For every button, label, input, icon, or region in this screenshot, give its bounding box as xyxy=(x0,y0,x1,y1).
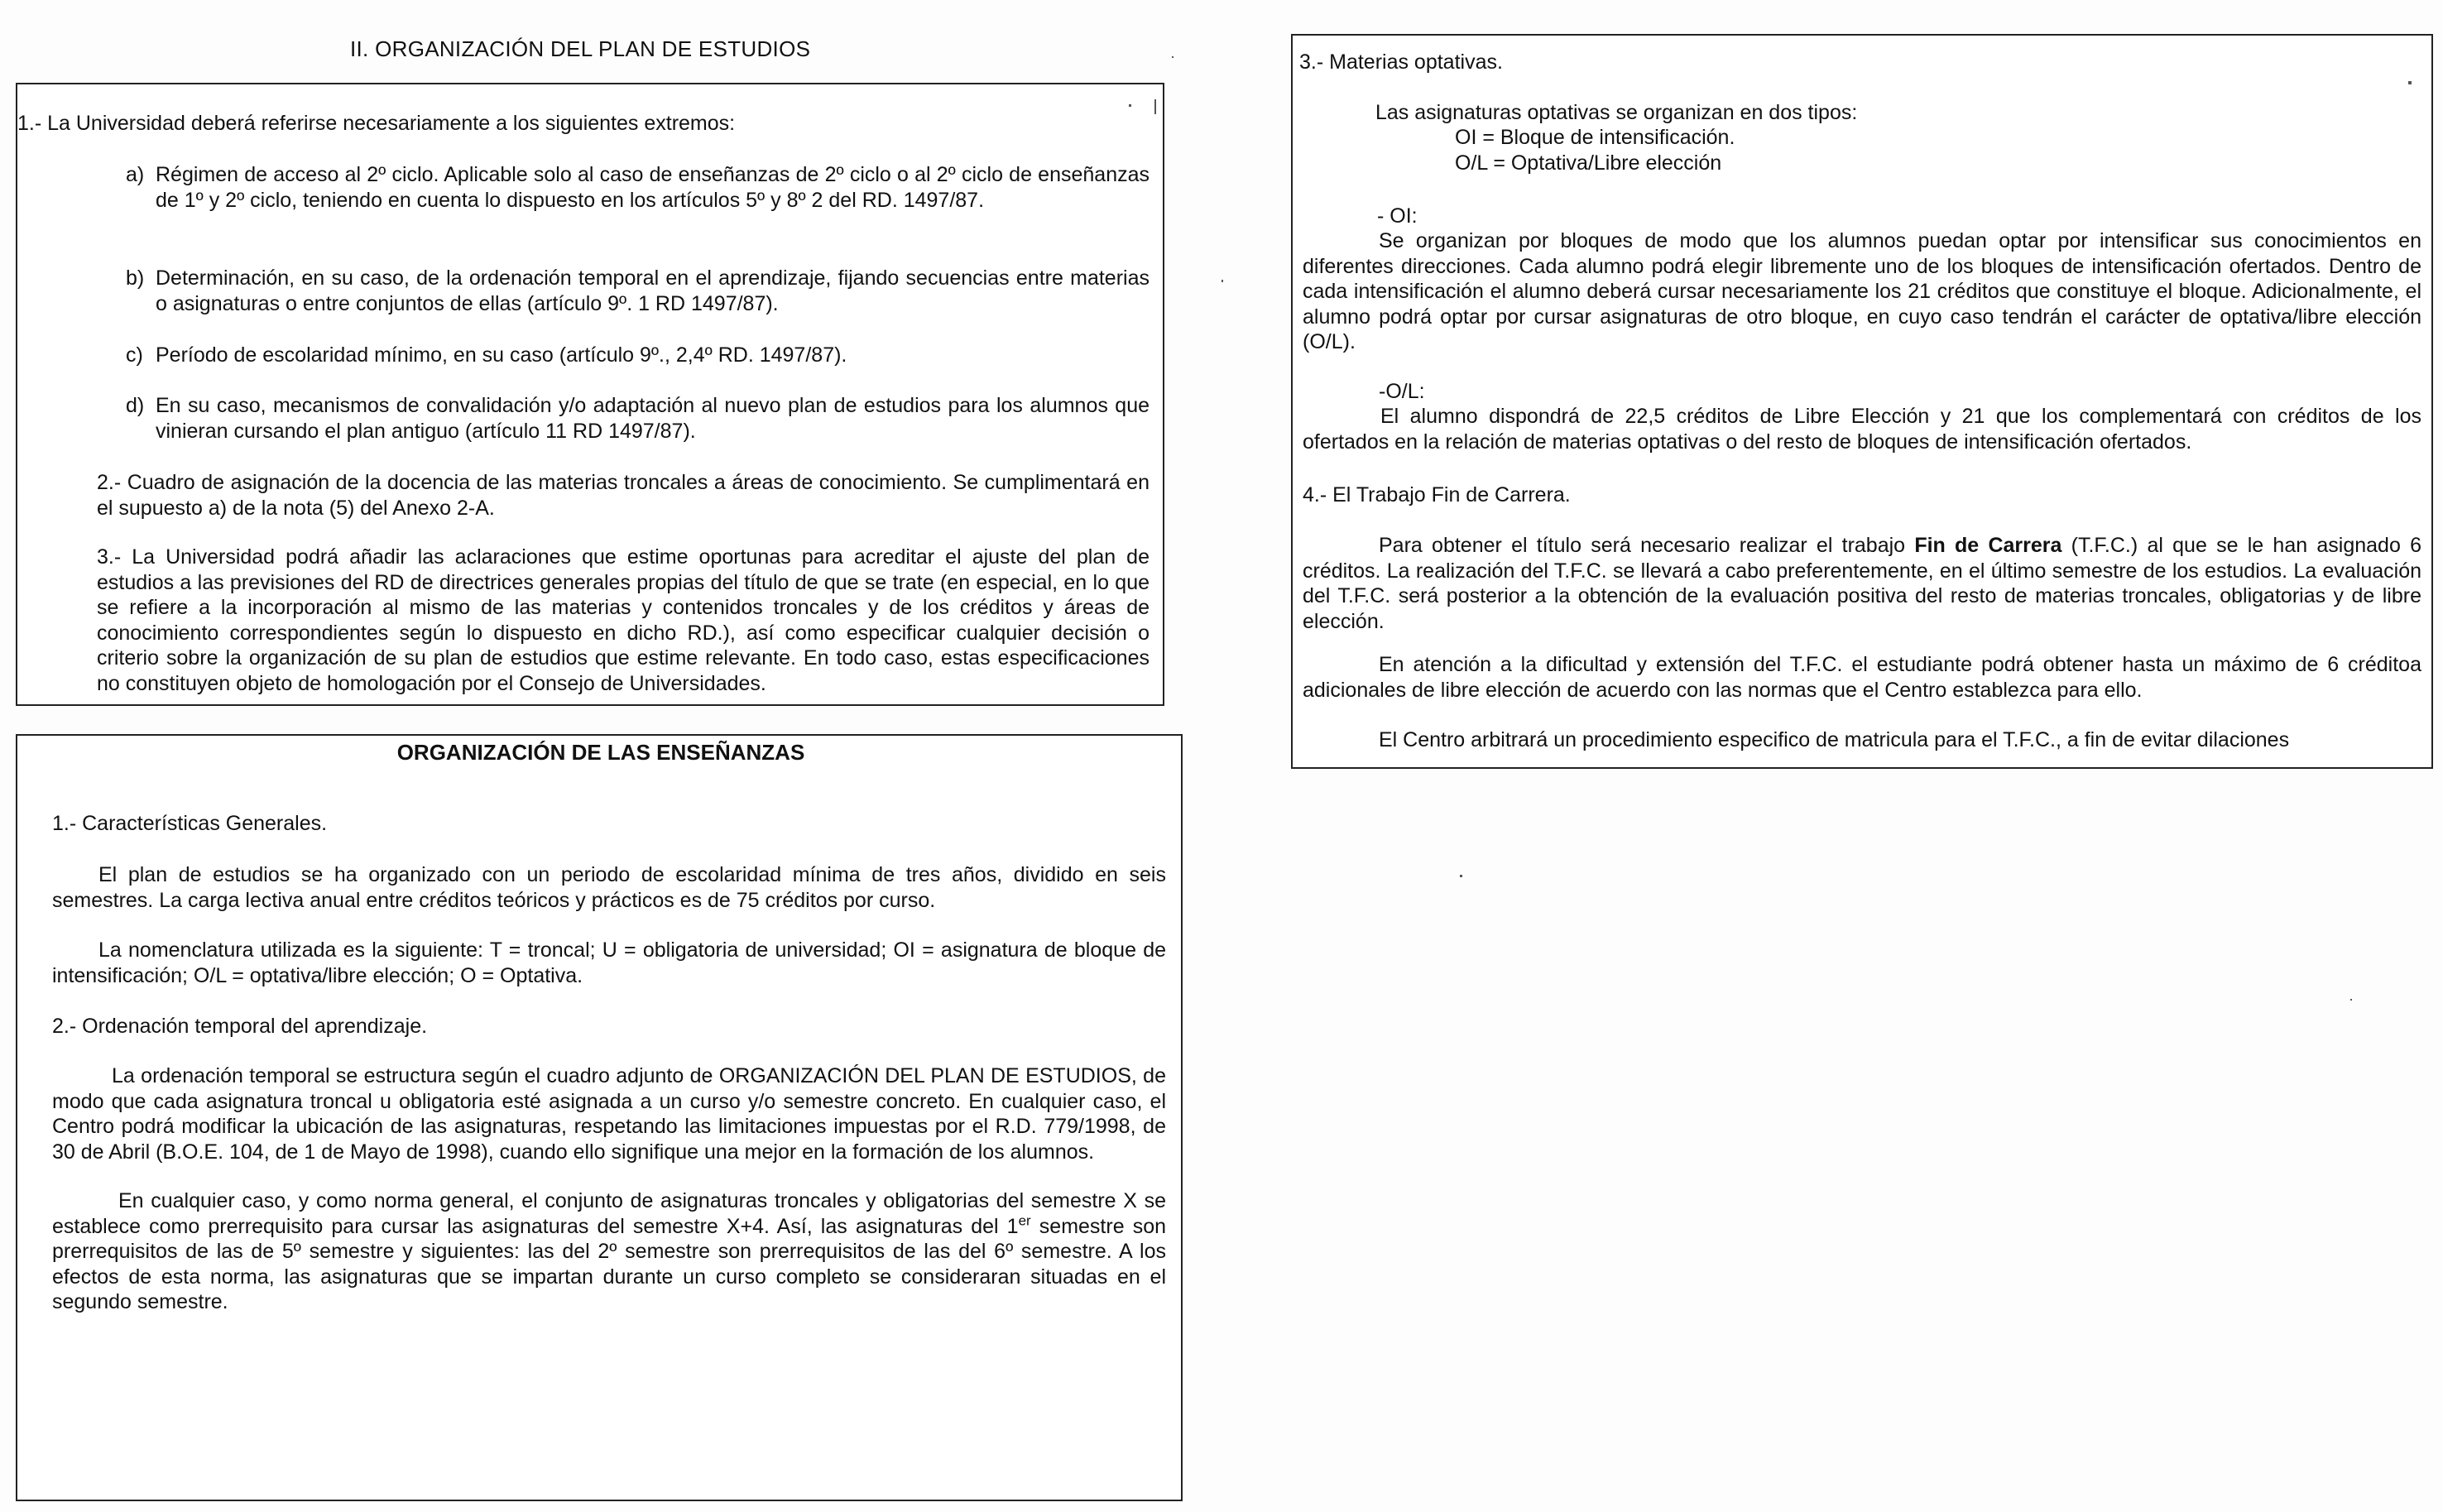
item-text: Régimen de acceso al 2º ciclo. Aplicable solo al caso de enseñanzas de 2º ciclo o al 2º ciclo de enseñanzas de 1º y 2º ciclo, teniendo en cuenta lo dispuesto en los artículos 5º y 8º 2 del RD. 1497/87. xyxy=(156,163,1150,212)
teaching-organization-title: ORGANIZACIÓN DE LAS ENSEÑANZAS xyxy=(396,740,805,765)
scan-speck xyxy=(2408,81,2412,84)
scan-speck xyxy=(1172,56,1174,58)
requirement-item-a xyxy=(126,162,1150,213)
requirements-point-3: 3.- La Universidad podrá añadir las aclaraciones que estime oportunas para acreditar el ajuste del plan de estudios a las previsiones del RD de directrices generales propias del título de que se trate (en especial, en lo que se refiere a la incorporación al mismo de las materias y contenidos troncales y de los créditos y áreas de conocimiento correspondientes según lo dispuesto en dicho RD.), así como especificar cualquier decisión o criterio sobre la organización de su plan de estudios que estime relevante. En todo caso, estas especificaciones no constituyen objeto de homologación por el Consejo de Universidades. xyxy=(97,545,1150,695)
item-marker: a) xyxy=(126,163,145,186)
temporal-ordering-heading: 2.- Ordenación temporal del aprendizaje. xyxy=(52,1015,428,1038)
requirement-item-d xyxy=(126,393,1150,444)
thesis-text-1-c: (T.F.C.) al que se le han asignado 6 créditos. La realización del T.F.C. se llevará a cabo preferentemente, en el último semestre de los estudios. La evaluación del T.F.C. será posterior a la obtención de la evaluación positiva del resto de materias troncales, obligatorias y de libre elección. xyxy=(1303,534,2422,633)
thesis-text-1 xyxy=(1303,533,2421,634)
temporal-ordering-text: La ordenación temporal se estructura según el cuadro adjunto de ORGANIZACIÓN DEL PLAN DE ESTUDIOS, de modo que cada asignatura troncal u obligatoria esté asignada a un curso y/o semestre concreto. En cualquier caso, el Centro podrá modificar la ubicación de las asignaturas, respetando las limitaciones impuestas por el R.D. 779/1998, de 30 de Abril (B.O.E. 104, de 1 de Mayo de 1998), cuando ello signifique una mejor en la formación de los alumnos. xyxy=(52,1064,1166,1164)
thesis-text-3: El Centro arbitrará un procedimiento especifico de matricula para el T.F.C., a fin de evitar dilaciones xyxy=(1379,728,2290,751)
ol-label: -O/L: xyxy=(1379,380,1425,403)
general-characteristics-heading: 1.- Características Generales. xyxy=(52,812,328,835)
item-text: Período de escolaridad mínimo, en su caso (artículo 9º., 2,4º RD. 1497/87). xyxy=(156,343,847,367)
thesis-text-2: En atención a la dificultad y extensión del T.F.C. el estudiante podrá obtener hasta un máximo de 6 créditoa adicionales de libre elección de acuerdo con las normas que el Centro establezca para ello. xyxy=(1303,653,2421,702)
electives-heading: 3.- Materias optativas. xyxy=(1299,50,1503,74)
elective-type-oi: OI = Bloque de intensificación. xyxy=(1455,126,1735,149)
scan-speck xyxy=(2350,999,2352,1001)
item-text: En su caso, mecanismos de convalidación y/o adaptación al nuevo plan de estudios para los alumnos que vinieran cursando el plan antiguo (artículo 11 RD 1497/87). xyxy=(156,394,1150,443)
requirements-point-2: 2.- Cuadro de asignación de la docencia de las materias troncales a áreas de conocimiento. Se cumplimentará en el supuesto a) de la nota (5) del Anexo 2-A. xyxy=(97,471,1150,520)
nomenclature-text: La nomenclatura utilizada es la siguiente: T = troncal; U = obligatoria de universidad; OI = asignatura de bloque de intensificación; O/L = optativa/libre elección; O = Optativa. xyxy=(52,938,1166,987)
thesis-heading: 4.- El Trabajo Fin de Carrera. xyxy=(1303,483,1571,506)
prerequisites-text xyxy=(52,1188,1166,1315)
scan-speck xyxy=(1460,875,1462,877)
requirements-intro: 1.- La Universidad deberá referirse necesariamente a los siguientes extremos: xyxy=(17,112,736,135)
prerequisites-part-2: semestre son prerrequisitos de las de 5º semestre y siguientes: las del 2º semestre son prerrequisitos de las del 6º semestre. A los efectos de esta norma, las asignaturas que se impartan durante un curso completo se consideraran situadas en el segundo semestre. xyxy=(52,1214,1167,1313)
scan-speck xyxy=(1129,104,1131,107)
scan-speck xyxy=(1222,280,1223,282)
item-text: Determinación, en su caso, de la ordenación temporal en el aprendizaje, fijando secuencias entre materias o asignaturas o entre conjuntos de ellas (artículo 9º. 1 RD 1497/87). xyxy=(156,266,1150,315)
prerequisites-part-1: En cualquier caso, y como norma general, el conjunto de asignaturas troncales y obligatorias del semestre X se establece como prerrequisito para cursar las asignaturas del semestre X+4. Así, las asignaturas del 1 xyxy=(52,1189,1166,1238)
thesis-text-1-a: Para obtener el título será necesario realizar el trabajo xyxy=(1379,534,1915,557)
oi-description: Se organizan por bloques de modo que los alumnos puedan optar por intensificar sus conocimientos en diferentes direcciones. Cada alumno podrá elegir libremente uno de los bloques de intensificación ofertados. Dentro de cada intensificación el alumno deberá cursar necesariamente los 21 créditos que constituye el bloque. Adicionalmente, el alumno podrá optar por cursar asignaturas de otro bloque, en cuyo caso tendrán el carácter de optativa/libre elección (O/L). xyxy=(1303,229,2421,353)
item-marker: d) xyxy=(126,394,145,417)
ol-description: El alumno dispondrá de 22,5 créditos de Libre Elección y 21 que los complementará con créditos de los ofertados en la relación de materias optativas o del resto de bloques de intensificación ofertados. xyxy=(1303,405,2421,454)
elective-type-ol: O/L = Optativa/Libre elección xyxy=(1455,151,1722,175)
section-heading: II. ORGANIZACIÓN DEL PLAN DE ESTUDIOS xyxy=(350,36,811,61)
ordinal-superscript: er xyxy=(1018,1212,1031,1229)
oi-label: - OI: xyxy=(1377,204,1418,228)
requirements-box xyxy=(16,83,1164,706)
electives-and-thesis-box xyxy=(1291,34,2433,769)
requirement-item-c xyxy=(126,343,1150,368)
general-characteristics-text: El plan de estudios se ha organizado con un periodo de escolaridad mínima de tres años, dividido en seis semestres. La carga lectiva anual entre créditos teóricos y prácticos es de 75 créditos por curso. xyxy=(52,863,1166,912)
scan-speck xyxy=(1154,99,1156,114)
electives-intro: Las asignaturas optativas se organizan en dos tipos: xyxy=(1375,101,1858,124)
item-marker: c) xyxy=(126,343,143,367)
teaching-organization-box xyxy=(16,734,1183,1501)
thesis-text-1-bold: Fin de Carrera xyxy=(1914,534,2062,557)
requirement-item-b xyxy=(126,266,1150,316)
item-marker: b) xyxy=(126,266,145,290)
